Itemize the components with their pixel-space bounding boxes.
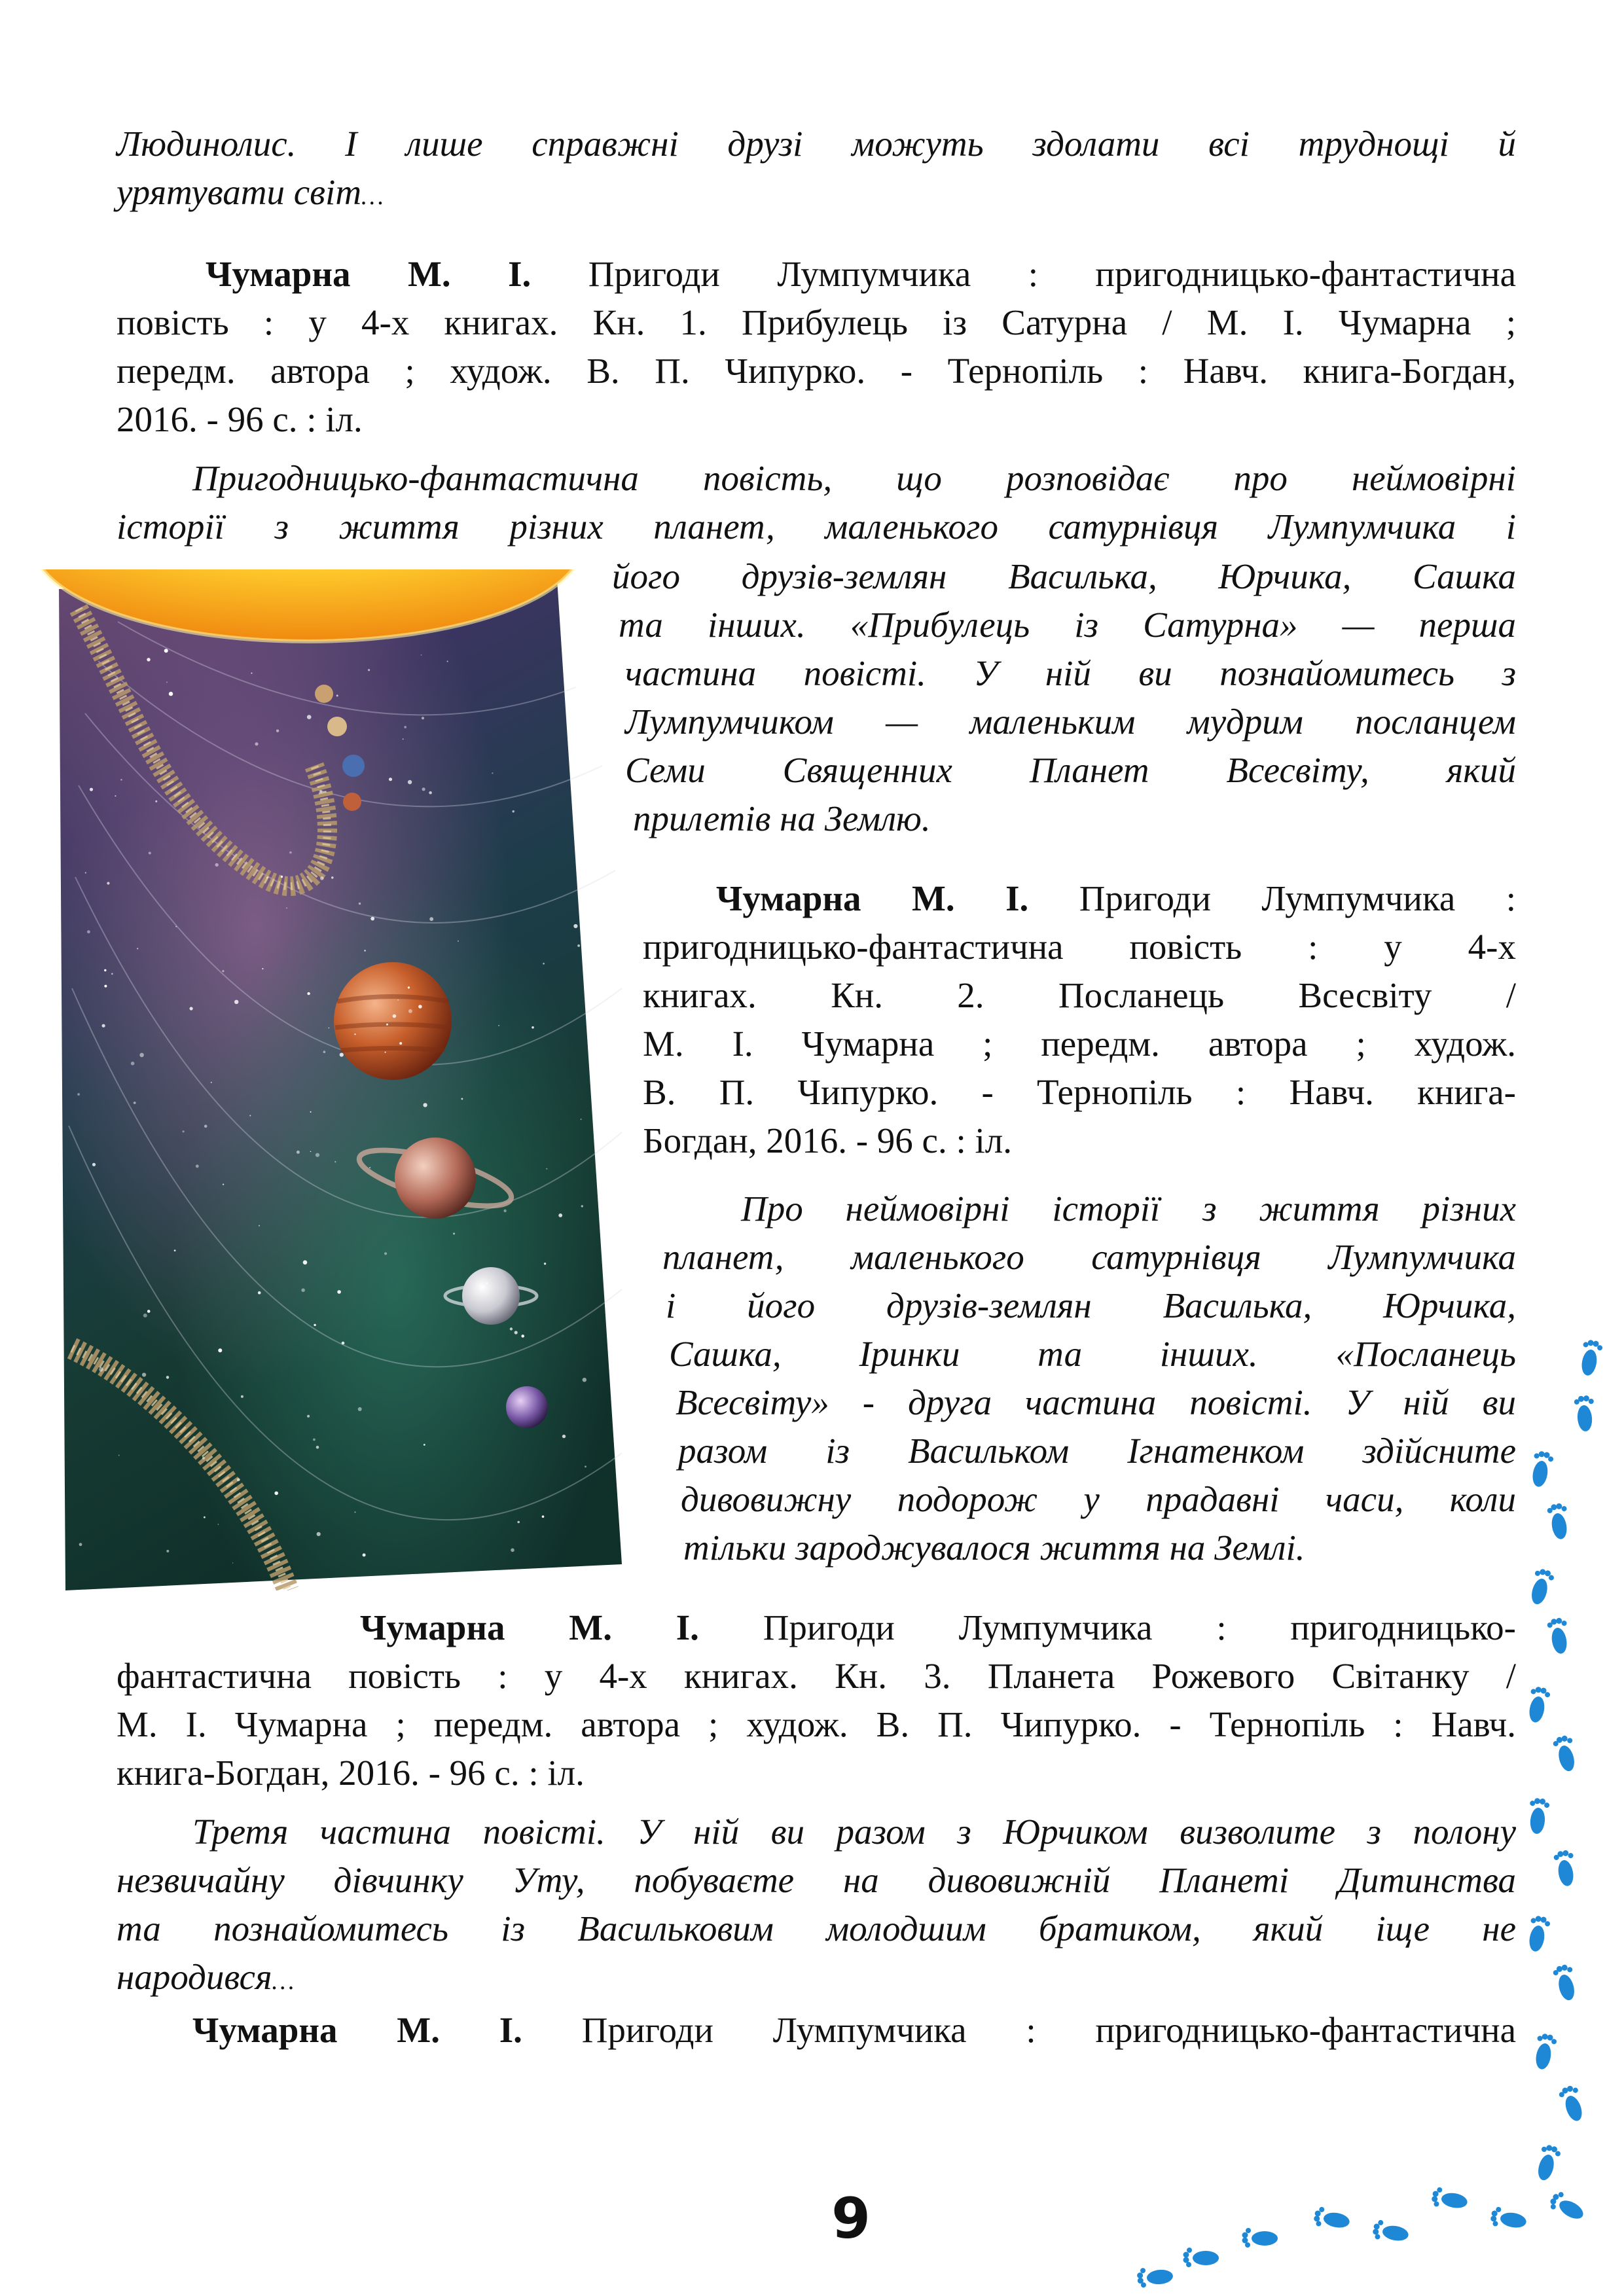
footprint-icon xyxy=(1371,2219,1410,2244)
star xyxy=(92,1163,96,1166)
star xyxy=(577,944,580,947)
star xyxy=(393,1014,397,1018)
star xyxy=(355,1511,356,1513)
star xyxy=(202,1457,205,1460)
book3-line-3: М. І. Чумарна ; передм. автора ; худож. В. П. Чипурко. - Тернопіль : Навч. xyxy=(117,1704,1516,1744)
star xyxy=(532,1026,534,1029)
star xyxy=(408,986,410,988)
star xyxy=(87,930,90,933)
star xyxy=(222,970,224,972)
book3-line-4: книга-Богдан, 2016. - 96 с. : іл. xyxy=(117,1753,585,1793)
book2-entry xyxy=(643,874,1516,1165)
star xyxy=(363,1553,366,1556)
footprint-icon xyxy=(1547,2189,1588,2224)
star xyxy=(79,1543,82,1546)
star xyxy=(204,1516,206,1518)
star xyxy=(334,1161,336,1162)
star xyxy=(104,985,107,988)
star xyxy=(429,917,433,921)
book1-annotation-line-5: частина повісті. У ній ви познайомитесь з xyxy=(625,653,1516,693)
footprint-icon xyxy=(1136,2265,1174,2288)
book2-annotation-line-6: разом із Васильком Ігнатенком здійсните xyxy=(678,1431,1516,1471)
footprint-icon xyxy=(1557,2083,1588,2123)
star xyxy=(447,660,448,662)
book1-annotation-line-8: прилетів на Землю. xyxy=(633,798,931,838)
star xyxy=(359,903,361,905)
star xyxy=(404,726,406,728)
star xyxy=(102,1024,105,1028)
star xyxy=(143,1314,147,1318)
star xyxy=(331,876,334,879)
footprint-icon xyxy=(1183,2248,1219,2267)
star xyxy=(421,655,422,656)
book2-annotation-line-5: Всесвіту» - друга частина повісті. У ній ви xyxy=(676,1382,1516,1422)
book1-entry xyxy=(117,250,1516,444)
star xyxy=(369,1167,370,1168)
star xyxy=(575,649,577,651)
star xyxy=(155,800,157,802)
star xyxy=(498,1025,499,1026)
book1-author: Чумарна М. І. xyxy=(206,254,532,294)
star xyxy=(85,872,86,873)
star xyxy=(492,772,493,774)
book1-line-2: повість : у 4-х книгах. Кн. 1. Прибулець із Сатурна / М. І. Чумарна ; xyxy=(117,302,1516,342)
book2-annotation-line-2: планет, маленького сатурнівця Лумпумчика xyxy=(662,1237,1516,1277)
star xyxy=(262,968,263,969)
star xyxy=(281,876,283,878)
footprint-icon xyxy=(1489,2206,1528,2231)
star xyxy=(368,669,370,671)
footprint-icon xyxy=(1532,2032,1558,2071)
star xyxy=(90,788,93,791)
star xyxy=(115,795,116,797)
star xyxy=(543,963,545,965)
star xyxy=(303,1261,308,1265)
star xyxy=(514,1331,518,1334)
book3-annotation-line-3: та познайомитесь із Васильковим молодшим братиком, який іще не xyxy=(117,1909,1516,1948)
footprint-icon xyxy=(1526,1914,1551,1953)
star xyxy=(323,1050,326,1053)
book1-line-4: 2016. - 96 с. : іл. xyxy=(117,399,363,439)
star xyxy=(204,1124,208,1128)
star xyxy=(316,1153,319,1157)
star xyxy=(517,1521,520,1524)
star xyxy=(232,1562,234,1564)
book1-line-1: Чумарна М. І. Пригоди Лумпумчика : пригодницько-фантастична xyxy=(206,254,1516,294)
footprint-icon xyxy=(1574,1395,1597,1432)
star xyxy=(234,1000,238,1004)
book1-annotation-narrow xyxy=(612,552,1516,843)
star xyxy=(259,1225,260,1227)
footprint-icon xyxy=(1527,1568,1555,1607)
star xyxy=(255,742,258,745)
star xyxy=(389,778,392,781)
star xyxy=(337,1290,341,1294)
star xyxy=(354,1033,355,1035)
star xyxy=(583,1378,586,1382)
star xyxy=(503,1210,506,1212)
star xyxy=(329,1028,330,1029)
star xyxy=(418,1005,422,1009)
footprint-icon xyxy=(1552,1963,1580,2002)
star xyxy=(118,1455,120,1456)
star xyxy=(297,1151,300,1154)
star xyxy=(581,1205,583,1207)
star xyxy=(99,1367,103,1372)
star xyxy=(424,1444,425,1446)
page-number: 9 xyxy=(831,2186,871,2251)
footprint-icon xyxy=(1578,1338,1604,1377)
star xyxy=(461,1098,463,1100)
star xyxy=(274,1492,278,1496)
star xyxy=(307,992,310,995)
star xyxy=(215,863,219,867)
star xyxy=(511,1549,514,1552)
footprint-icon xyxy=(1526,1685,1551,1724)
book2-line-1: Чумарна М. І. Пригоди Лумпумчика : xyxy=(716,878,1516,918)
footprint-icon xyxy=(1546,1617,1572,1655)
star xyxy=(289,852,292,854)
star xyxy=(316,1446,319,1449)
book1-annotation-line-4: та інших. «Прибулець із Сатурна» — перша xyxy=(619,605,1516,645)
star xyxy=(310,1111,312,1113)
star xyxy=(364,950,365,951)
star xyxy=(241,1395,244,1398)
top-paragraph-line-2: урятувати світ… xyxy=(117,172,384,212)
book4-author: Чумарна М. І. xyxy=(192,2010,522,2050)
book1-annotation-line-7: Семи Священних Планет Всесвіту, який xyxy=(625,750,1516,790)
book2-line-2: пригодницько-фантастична повість : у 4-х xyxy=(643,927,1516,967)
footprint-icon xyxy=(1527,1797,1550,1835)
book3-line-2: фантастична повість : у 4-х книгах. Кн. 3. Планета Рожевого Світанку / xyxy=(117,1656,1516,1696)
footprint-icon xyxy=(1546,1502,1572,1541)
star xyxy=(183,1130,185,1132)
star xyxy=(134,1102,136,1104)
top-paragraph xyxy=(117,120,1516,221)
book2-author: Чумарна М. І. xyxy=(716,878,1029,918)
book3-annotation-line-1: Третя частина повісті. У ній ви разом з Юрчиком визволите з полону xyxy=(192,1812,1516,1852)
star xyxy=(301,1288,305,1292)
star xyxy=(174,1249,176,1251)
footprints-decoration xyxy=(1113,1276,1624,2296)
star xyxy=(544,1263,546,1265)
star xyxy=(196,1164,199,1168)
star xyxy=(386,1024,388,1026)
book3-line-1: Чумарна М. І. Пригоди Лумпумчика : пригодницько- xyxy=(360,1607,1516,1647)
star xyxy=(429,791,432,795)
star xyxy=(521,1335,524,1338)
star xyxy=(131,1062,135,1066)
book1-annotation-wide xyxy=(117,454,1516,551)
star xyxy=(139,1053,144,1058)
star xyxy=(453,1232,455,1234)
book2-line-6: Богдан, 2016. - 96 с. : іл. xyxy=(643,1121,1012,1160)
star xyxy=(422,787,425,791)
star xyxy=(307,715,312,719)
star xyxy=(546,1168,547,1170)
star xyxy=(166,1376,170,1379)
star xyxy=(223,1184,224,1185)
star xyxy=(408,780,412,784)
star xyxy=(218,1348,222,1352)
book2-annotation-line-1: Про неймовірні історії з життя різних xyxy=(741,1189,1516,1229)
book2-annotation-line-3: і його друзів-землян Василька, Юрчика, xyxy=(666,1285,1516,1325)
star xyxy=(237,1478,240,1481)
solar-system-illustration xyxy=(39,569,641,1590)
star xyxy=(510,1327,513,1330)
star xyxy=(458,941,459,942)
star xyxy=(169,692,173,696)
book2-line-4: М. І. Чумарна ; передм. автора ; худож. xyxy=(643,1024,1516,1064)
star xyxy=(307,1415,310,1418)
star xyxy=(218,1524,219,1525)
star xyxy=(137,948,138,949)
footprint-icon xyxy=(1553,1849,1578,1888)
star xyxy=(286,908,287,909)
star xyxy=(581,1119,582,1120)
star xyxy=(258,1291,261,1295)
star xyxy=(422,717,424,719)
book1-annotation-line-6: Лумпумчиком — маленьким мудрим посланцем xyxy=(625,702,1516,742)
star xyxy=(310,1151,312,1153)
star xyxy=(358,1407,362,1411)
footprint-icon xyxy=(1534,2144,1562,2183)
star xyxy=(342,1342,345,1345)
footprint-icon xyxy=(1529,1450,1555,1488)
book2-annotation-line-8: тільки зароджувалося життя на Землі. xyxy=(683,1528,1305,1568)
book3-annotation-line-4: народився… xyxy=(117,1957,295,1997)
book1-line-3: передм. автора ; худож. В. П. Чипурко. - Тернопіль : Навч. книга-Богдан, xyxy=(117,351,1516,391)
star xyxy=(558,1213,562,1217)
star xyxy=(164,649,168,653)
star xyxy=(585,1465,586,1467)
star xyxy=(120,779,122,780)
star xyxy=(486,1282,488,1284)
book1-annotation-line-2: історії з життя різних планет, маленького сатурнівця Лумпумчика і xyxy=(117,507,1516,547)
star xyxy=(166,681,168,683)
star xyxy=(104,969,106,971)
book1-annotation-line-1: Пригодницько-фантастична повість, що розповідає про неймовірні xyxy=(192,458,1516,498)
star xyxy=(423,1103,427,1107)
star xyxy=(542,1515,545,1518)
star xyxy=(317,1532,321,1536)
book2-annotation-line-7: дивовижну подорож у прадавні часи, коли xyxy=(681,1479,1516,1519)
star xyxy=(403,738,404,740)
star xyxy=(175,926,177,927)
star xyxy=(319,790,322,793)
star xyxy=(313,1439,316,1441)
star xyxy=(320,876,324,880)
star xyxy=(340,1053,344,1057)
star xyxy=(147,658,150,661)
book1-annotation-line-3: його друзів-землян Василька, Юрчика, Сашка xyxy=(612,556,1516,596)
book2-annotation-line-4: Сашка, Іринки та інших. «Посланець xyxy=(669,1334,1516,1374)
star xyxy=(370,917,374,921)
star xyxy=(276,729,279,732)
book3-author: Чумарна М. І. xyxy=(360,1607,699,1647)
book3-annotation-line-2: незвичайну дівчинку Уту, побуваєте на дивовижній Планеті Дитинства xyxy=(117,1860,1516,1900)
star xyxy=(166,1550,169,1552)
star xyxy=(384,1252,387,1255)
star xyxy=(408,1009,412,1013)
star xyxy=(149,852,151,854)
star xyxy=(266,877,268,879)
star xyxy=(251,673,253,674)
star xyxy=(190,1007,193,1010)
book2-line-3: книгах. Кн. 2. Посланець Всесвіту / xyxy=(643,975,1516,1015)
star xyxy=(314,1324,316,1326)
footprint-icon xyxy=(1312,2206,1351,2231)
star xyxy=(513,810,514,812)
star xyxy=(142,1372,146,1376)
star xyxy=(397,999,399,1001)
book4-line-1: Чумарна М. І. Пригоди Лумпумчика : пригодницько-фантастична xyxy=(192,2010,1517,2050)
star xyxy=(385,1052,386,1053)
book2-line-5: В. П. Чипурко. - Тернопіль : Навч. книга- xyxy=(643,1072,1516,1112)
star xyxy=(211,1082,212,1083)
star xyxy=(336,694,338,696)
footprint-icon xyxy=(1242,2228,1278,2248)
star xyxy=(249,1115,251,1117)
star xyxy=(562,1435,566,1438)
star xyxy=(111,973,113,975)
footprint-icon xyxy=(1552,1734,1580,1773)
top-paragraph-line-1: Людинолис. І лише справжні друзі можуть здолати всі труднощі й xyxy=(117,124,1516,164)
star xyxy=(399,1042,402,1045)
star xyxy=(147,1310,151,1313)
star xyxy=(77,1093,80,1096)
footprint-icon xyxy=(1430,2186,1469,2212)
star xyxy=(573,924,577,928)
star xyxy=(107,882,109,884)
